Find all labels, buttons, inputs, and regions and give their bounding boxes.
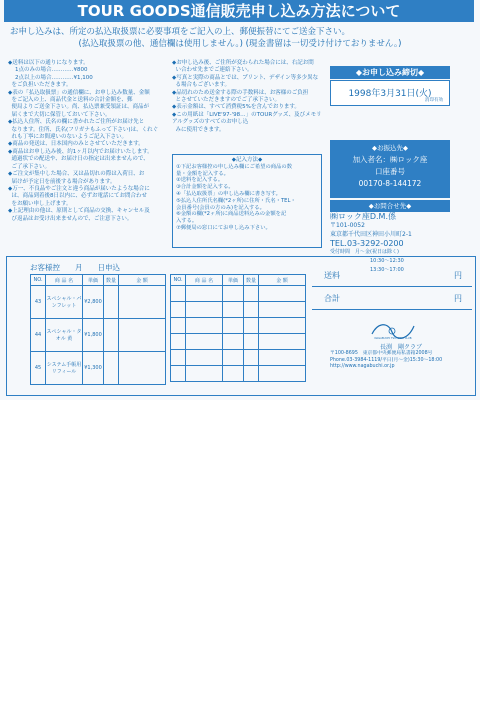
blank-cell[interactable] [244,318,259,334]
how-to-title: ◆記入方法◆ [231,157,263,163]
row-no: 45 [31,352,46,385]
note-line: なります。住所、氏名(フリガナもふって下さい)は、くれぐ [8,126,159,133]
col-qty: 数量 [104,275,119,286]
note-line: ◆品切れのため送金する際の手数料は、お客様のご負担 [172,89,309,96]
amount-cell[interactable] [119,319,166,352]
note-line: 届けが予定日を前後する場合があります。 [8,178,116,185]
note-line: 通過状での配送や、お届け日の指定は出来ませんので、 [8,156,149,163]
how-to-step: 会員番号(会員の方のみ)を記入する。 [176,204,265,211]
order-form-title: お客様控 月 日申込 [30,263,120,272]
note-line: ◆万一、不良品やご注文と違う商品が届いたような場合に [8,185,150,192]
note-line: ◆上記理由の他は、原則として商品の交換、キャンセル及 [8,208,150,215]
blank-cell[interactable] [186,318,223,334]
intro-line-1: お申し込みは、所定の払込取扱票に必要事項をご記入の上、郵便振替にてご送金下さい。 [10,27,351,37]
shipping-row[interactable] [312,264,472,287]
note-line: れも丁寧にお間違いのないようご記入下さい。 [8,134,128,141]
note-line: ◆表の「払込取扱票」の通信欄に、お申し込み数量、金額 [8,89,150,96]
order-table-left [30,274,166,385]
deadline-date: 1998年3月31日(火) [348,89,432,99]
how-to-step: ④「払込取扱票」の申し込み欄に書き写す。 [176,190,281,197]
note-line: をお願い申し上げます。 [8,200,72,207]
row-no: 43 [31,286,46,319]
col-qty: 数量 [244,275,259,286]
blank-cell[interactable] [223,334,244,350]
club-logo-text: NAGABUCHI TSUYOSHI CLUB [374,337,412,340]
col-amount: 金 額 [119,275,166,286]
how-to-step: ①下記お客様控の申し込み欄にご希望の商品の数 [176,163,292,170]
note-line: ◆商品の発送は、日本国内のみとさせていただきます。 [8,141,144,148]
note-line: る場合もございます。 [172,82,231,89]
payee-account-name: 加入者名：㈱ロック座 [352,155,428,164]
inquiry-hours-1: 10:30～12:30 [370,258,404,264]
total-row[interactable] [312,287,472,310]
note-line: い合わせ先までご連絡下さい。 [172,67,253,74]
col-price: 単価 [223,275,244,286]
blank-cell[interactable] [186,334,223,350]
note-line: ◆ご注文が集中した場合、又は品切れの際は入荷日、お [8,171,145,178]
club-phone: Phone.03-3984-1119/平日(月～金)15:30～18:00 [330,357,443,363]
blank-cell[interactable] [223,350,244,366]
row-name: スペシャル・パンフレット [46,286,83,319]
row-name: システム手帳用リフィール [46,352,83,385]
row-name: スペシャル・タオル 黄 [46,319,83,352]
qty-cell[interactable] [104,352,119,385]
blank-cell[interactable] [171,302,186,318]
blank-cell[interactable] [259,302,306,318]
payee-heading: ◆お振込先◆ [372,144,408,152]
col-price: 単価 [83,275,104,286]
yen-unit: 円 [454,271,462,280]
order-table-right [170,274,306,382]
payee-box [330,140,450,198]
blank-cell[interactable] [186,302,223,318]
how-to-step: 量・金額を記入する。 [176,170,229,177]
shipping-label: 送料 [324,271,340,280]
note-line: ◆写真と実際の商品とでは、プリント、デザイン等多少異な [172,74,319,81]
note-line: とさせていただきますのでご了承下さい。 [172,97,281,104]
blank-cell[interactable] [244,334,259,350]
note-line: をご記入の上、商品代金と送料の合計金額を、郵 [8,97,133,104]
how-to-step: ⑥金額の欄(*2ヶ所)に商品送料込みの金額を記 [176,211,287,218]
blank-cell[interactable] [186,350,223,366]
postmark-note: 消印有効 [425,98,443,103]
note-line: をご負担いただきます。 [8,82,72,89]
blank-cell[interactable] [244,366,259,382]
note-line: ◆送料は以下の通りになります。 [8,60,89,66]
how-to-step: ⑤払込人住所氏名欄(*2ヶ所)に住所・氏名・TEL・ [176,197,296,204]
inquiry-tel: TEL.03-3292-0200 [330,239,404,248]
how-to-fill-box [172,154,322,248]
inquiry-heading: ◆お問合せ先◆ [330,200,450,212]
how-to-step: ⑦郵便局の窓口にてお申し込み下さい。 [176,224,271,231]
blank-cell[interactable] [223,366,244,382]
inquiry-hours-2: 13:30～17:00 [370,267,404,273]
note-line: は、商品到着後8日以内に、必ずお電話にてお問合わせ [8,193,148,200]
deadline-heading: ◆お申し込み締切◆ [330,66,450,79]
total-label: 合計 [324,294,340,303]
note-line: ◆払込人住所、氏名の欄に書かれたご住所がお届け先と [8,119,145,126]
blank-cell[interactable] [223,318,244,334]
how-to-step: 入する。 [176,218,198,225]
note-line: 届くまで大切に保管しておいて下さい。 [8,111,111,118]
row-price: ¥1,800 [83,319,104,352]
note-line: 1点のみの場合…………¥800 [8,67,88,74]
inquiry-name: ㈱ロック座D.M.係 [330,212,396,221]
how-to-step: ②送料を記入する。 [176,177,224,184]
note-line: ◆この用紙は「LIVE'97-'98…」のTOURグッズ、及びメモリアルグッズのすべてのお申し込 [172,111,322,126]
totals-block [312,264,472,310]
blank-cell[interactable] [244,286,259,302]
blank-cell[interactable] [171,366,186,382]
blank-cell[interactable] [223,286,244,302]
yen-unit: 円 [454,294,462,303]
note-line: ◆お申し込み後、ご住所が変わられた場合には、右記お問 [172,60,314,66]
blank-cell[interactable] [186,286,223,302]
blank-cell[interactable] [171,350,186,366]
blank-cell[interactable] [259,366,306,382]
row-no: 44 [31,319,46,352]
table-row [31,352,166,385]
blank-cell[interactable] [244,350,259,366]
note-line: 2点以上の場合…………¥1,100 [8,74,93,81]
col-name: 商 品 名 [186,275,223,286]
blank-cell[interactable] [259,286,306,302]
page-title: TOUR GOODS通信販売申し込み方法について [4,0,474,22]
club-url[interactable]: http://www.nagabuchi.or.jp [330,364,395,369]
qty-cell[interactable] [104,319,119,352]
club-postal: 〒100-8695 東京都中央郵便局私書箱2008号 [330,351,433,356]
note-line: ◆表示金額は、すべて消費税5%を含んでおります。 [172,104,300,111]
row-price: ¥1,300 [83,352,104,385]
note-line: び返品はお受け出来ませんので、ご注意下さい。 [8,215,133,222]
col-no: NO. [31,275,46,286]
blank-cell[interactable] [259,334,306,350]
qty-cell[interactable] [104,286,119,319]
blank-cell[interactable] [223,302,244,318]
blank-cell[interactable] [259,350,306,366]
club-contact [330,351,475,371]
club-name: 長渕 剛クラブ [380,344,423,351]
amount-cell[interactable] [119,352,166,385]
blank-cell[interactable] [171,318,186,334]
inquiry-postal: 〒101-0052 [330,222,365,229]
club-logo [368,320,418,340]
intro-line-2: (払込取扱票の他、通信欄は使用しません。) (現金書留は一切受け付けておりません。) [78,39,402,49]
deadline-box [330,80,450,106]
how-to-step: ③合計金額を記入する。 [176,184,234,191]
note-line: ご了承下さい。 [8,163,51,170]
blank-cell[interactable] [244,302,259,318]
row-price: ¥2,800 [83,286,104,319]
blank-cell[interactable] [171,334,186,350]
col-amount: 金 額 [259,275,306,286]
inquiry-hours-label: 受付時間 月～金(祝日は除く) [330,249,399,255]
note-line: みに使用できます。 [172,126,225,133]
col-name: 商 品 名 [46,275,83,286]
note-line: ◆商品はお申し込み後、約1ヶ月以内でお届けいたします。 [8,148,153,155]
middle-notes [172,60,326,134]
payee-account-number: 00170-8-144172 [358,179,422,188]
amount-cell[interactable] [119,286,166,319]
inquiry-address: 東京都千代田区神田小川町2-1 [330,231,412,238]
blank-cell[interactable] [171,286,186,302]
blank-cell[interactable] [259,318,306,334]
note-line: 便局よりご送金下さい。尚、払込票兼受領証は、商品が [8,104,150,111]
payee-account-label: 口座番号 [375,167,405,176]
left-notes [8,60,168,223]
blank-cell[interactable] [186,366,223,382]
table-row [31,319,166,352]
table-row [31,286,166,319]
col-no: NO. [171,275,186,286]
